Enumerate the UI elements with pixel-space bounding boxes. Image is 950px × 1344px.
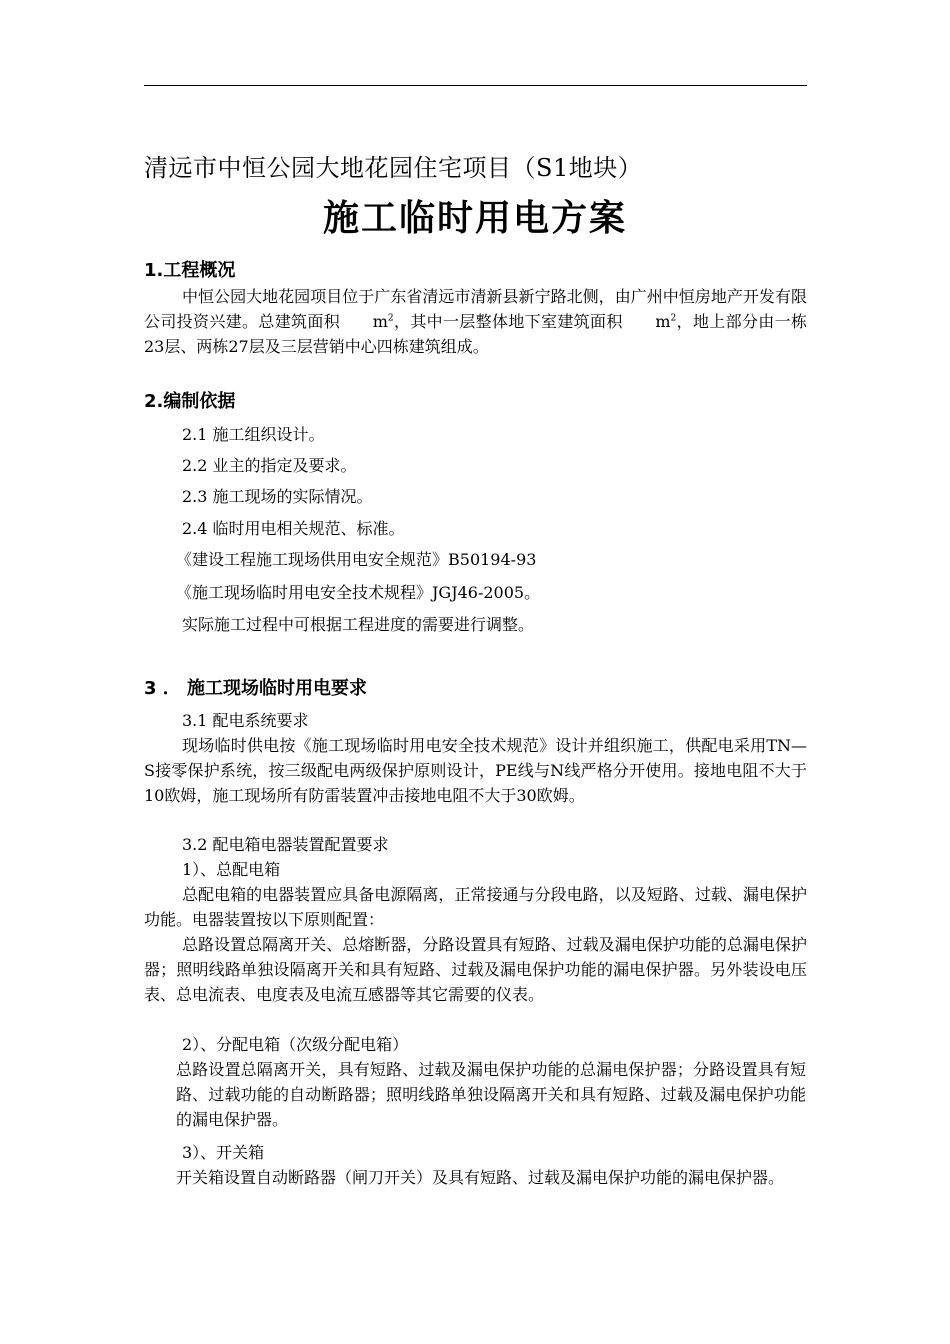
switch-box-paragraph: 开关箱设置自动断路器（闸刀开关）及具有短路、过载及漏电保护功能的漏电保护器。 bbox=[176, 1168, 785, 1187]
item-switch-box: 3）、开关箱 bbox=[182, 1143, 265, 1162]
main-box-paragraph: 总配电箱的电器装置应具备电源隔离，正常接通与分段电路，以及短路、过载、漏电保护功能。电器装置按以下原则配置： bbox=[144, 885, 807, 929]
document-subtitle: 清远市中恒公园大地花园住宅项目（S1地块） bbox=[144, 154, 643, 182]
sub-box-paragraph: 总路设置总隔离开关，具有短路、过载及漏电保护功能的总漏电保护器；分路设置具有短路、过载功能的自动断路器；照明线路单独设隔离开关和具有短路、过载及漏电保护功能的漏电保护器。 bbox=[176, 1060, 806, 1129]
basis-note: 实际施工过程中可根据工程进度的需要进行调整。 bbox=[182, 615, 535, 634]
area-unit-2-exponent: 2 bbox=[670, 313, 677, 324]
section-1-paragraph bbox=[144, 284, 807, 359]
document-title: 施工临时用电方案 bbox=[322, 197, 627, 239]
area-unit-1-exponent: 2 bbox=[387, 313, 394, 324]
item-sub-distribution-box: 2）、分配电箱（次级分配电箱） bbox=[182, 1035, 409, 1054]
section-3-heading: 3 ． 施工现场临时用电要求 bbox=[144, 678, 368, 699]
section-1-text-b: ，其中一层整体地下室建筑面积 bbox=[393, 312, 623, 331]
basis-standard: 《施工现场临时用电安全技术规程》JGJ46-2005。 bbox=[176, 583, 541, 602]
section-1-text-a: 中恒公园大地花园项目位于广东省清远市清新县新宁路北侧，由广州中恒房地产开发有限公司投资兴建。总建筑面积 bbox=[144, 287, 807, 331]
basis-item: 2.3 施工现场的实际情况。 bbox=[182, 487, 373, 506]
header-rule bbox=[144, 85, 807, 86]
section-1-heading: 1.工程概况 bbox=[144, 260, 236, 281]
basis-item: 2.2 业主的指定及要求。 bbox=[182, 456, 357, 475]
subsection-3-2-title: 3.2 配电箱电器装置配置要求 bbox=[182, 835, 389, 854]
section-3-1-paragraph: 现场临时供电按《施工现场临时用电安全技术规范》设计并组织施工，供配电采用TN—S接零保护系统，按三级配电两级保护原则设计，PE线与N线严格分开使用。接地电阻不大于10欧姆，施工现场所有防雷装置冲击接地电阻不大于30欧姆。 bbox=[144, 736, 807, 805]
area-unit-2: m bbox=[655, 312, 671, 331]
area-unit-1: m bbox=[372, 312, 388, 331]
basis-item: 2.4 临时用电相关规范、标准。 bbox=[182, 519, 405, 538]
main-box-config-paragraph: 总路设置总隔离开关、总熔断器，分路设置具有短路、过载及漏电保护功能的总漏电保护器；照明线路单独设隔离开关和具有短路、过载及漏电保护功能的漏电保护器。另外装设电压表、总电流表、电度表及电流互感器等其它需要的仪表。 bbox=[144, 935, 807, 1004]
basis-standard: 《建设工程施工现场供用电安全规范》B50194-93 bbox=[176, 550, 537, 569]
section-2-heading: 2.编制依据 bbox=[144, 391, 236, 412]
basis-item: 2.1 施工组织设计。 bbox=[182, 425, 325, 444]
subsection-3-1-title: 3.1 配电系统要求 bbox=[182, 711, 309, 730]
item-main-distribution-box: 1）、总配电箱 bbox=[182, 860, 281, 879]
section-1-text-c: ，地上部分由一栋23层、两栋27层及三层营销中心四栋建筑组成。 bbox=[144, 312, 807, 356]
